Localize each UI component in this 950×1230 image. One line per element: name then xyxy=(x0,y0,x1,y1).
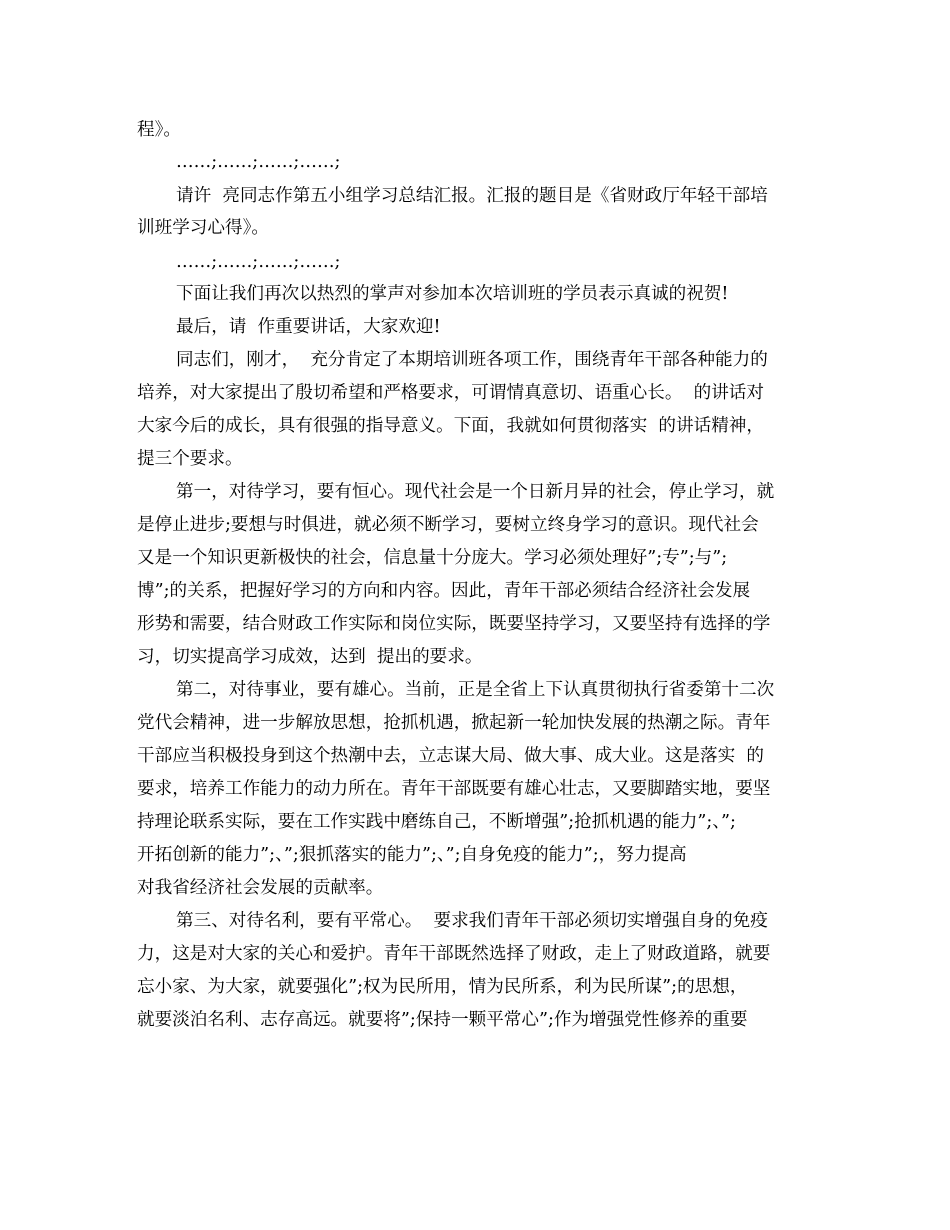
text-line: 提三个要求。 xyxy=(137,449,243,469)
text-line: ……;……;……;……; xyxy=(176,152,341,172)
text-line: 干部应当积极投身到这个热潮中去，立志谋大局、做大事、成大业。这是落实 的 xyxy=(137,746,764,766)
text-line: 就要淡泊名利、志存高远。就要将”;保持一颗平常心”;作为增强党性修养的重要 xyxy=(137,1010,748,1030)
text-line: 习，切实提高学习成效，达到 提出的要求。 xyxy=(137,647,483,667)
text-line: 要求，培养工作能力的动力所在。青年干部既要有雄心壮志，又要脚踏实地，要坚 xyxy=(137,779,771,799)
text-line: 党代会精神，进一步解放思想，抢抓机遇，掀起新一轮加快发展的热潮之际。青年 xyxy=(137,713,771,733)
text-line: 最后，请 作重要讲话，大家欢迎! xyxy=(176,317,441,337)
text-line: 培养，对大家提出了殷切希望和严格要求，可谓情真意切、语重心长。 的讲话对 xyxy=(137,383,764,403)
text-line: 第三、对待名利，要有平常心。 要求我们青年干部必须切实增强自身的免疫 xyxy=(176,911,768,931)
text-line: 程》。 xyxy=(137,120,181,140)
text-line: 力，这是对大家的关心和爱护。青年干部既然选择了财政，走上了财政道路，就要 xyxy=(137,944,771,964)
text-line: 大家今后的成长，具有很强的指导意义。下面，我就如何贯彻落实 的讲话精神， xyxy=(137,416,764,436)
text-line: 第一，对待学习，要有恒心。现代社会是一个日新月异的社会，停止学习，就 xyxy=(176,482,775,502)
text-line: 对我省经济社会发展的贡献率。 xyxy=(137,878,384,898)
text-line: 训班学习心得》。 xyxy=(137,218,269,238)
text-line: 第二，对待事业，要有雄心。当前，正是全省上下认真贯彻执行省委第十二次 xyxy=(176,680,775,700)
text-line: 博”;的关系，把握好学习的方向和内容。因此，青年干部必须结合经济社会发展 xyxy=(137,581,751,601)
text-line: 持理论联系实际，要在工作实践中磨练自己，不断增强”;抢抓机遇的能力”;、”; xyxy=(137,812,736,832)
text-line: 忘小家、为大家，就要强化”;权为民所用，情为民所系，利为民所谋”;的思想， xyxy=(137,977,748,997)
text-line: 同志们，刚才， 充分肯定了本期培训班各项工作，围绕青年干部各种能力的 xyxy=(176,350,768,370)
text-line: 下面让我们再次以热烈的掌声对参加本次培训班的学员表示真诚的祝贺! xyxy=(176,284,729,304)
text-line: 开拓创新的能力”;、”;狠抓落实的能力”;、”;自身免疫的能力”;，努力提高 xyxy=(137,845,687,865)
text-line: 又是一个知识更新极快的社会，信息量十分庞大。学习必须处理好”;专”;与”; xyxy=(137,548,728,568)
text-line: 形势和需要，结合财政工作实际和岗位实际，既要坚持学习，又要坚持有选择的学 xyxy=(137,614,771,634)
text-line: 请许 亮同志作第五小组学习总结汇报。汇报的题目是《省财政厅年轻干部培 xyxy=(176,186,768,206)
text-line: 是停止进步;要想与时俱进，就必须不断学习，要树立终身学习的意识。现代社会 xyxy=(137,515,759,535)
text-line: ……;……;……;……; xyxy=(176,252,341,272)
